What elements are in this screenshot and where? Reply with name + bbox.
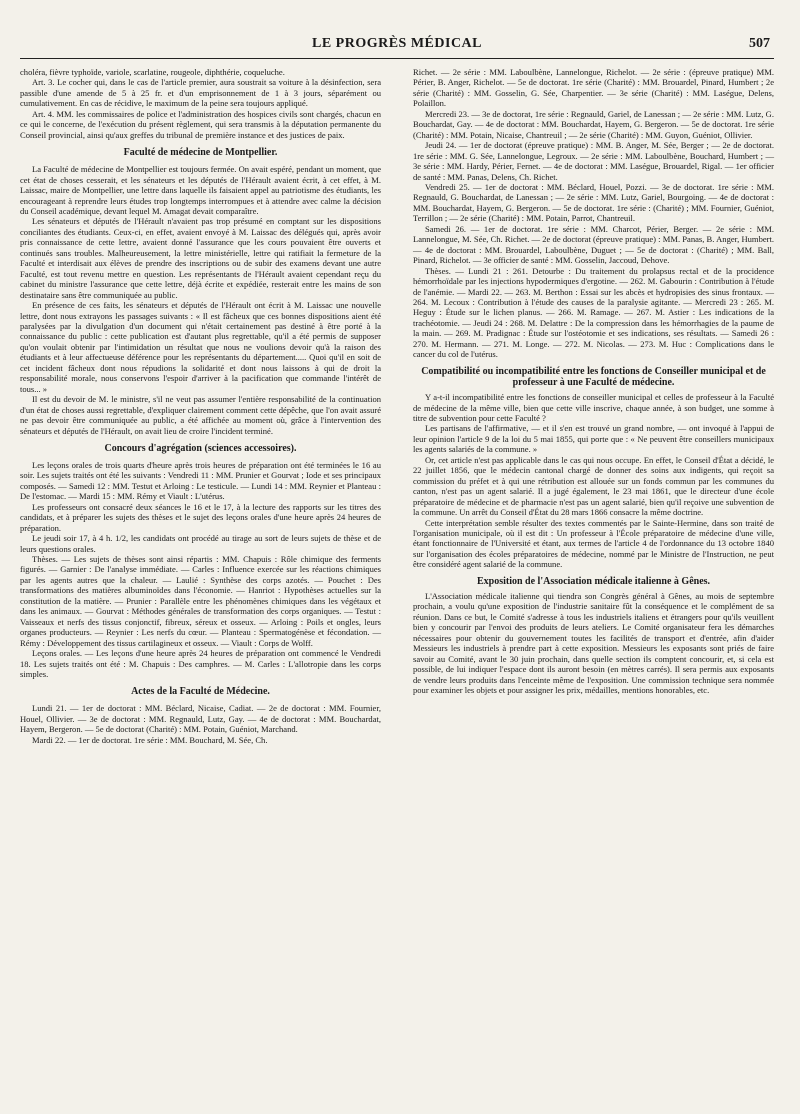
paragraph: Il est du devoir de M. le ministre, s'il ne veut pas assumer l'entière responsabilité de la continuation d'un état de choses aussi regrettable, d'expliquer clairement comment cette dépêche, que l'on avait assuré ne pas devoir être communiquée au public, a été affichée au moment où, grâce à l'intervention des sénateurs et députés de l'Hérault, on avait lieu de croire l'incident terminé. [20,394,381,436]
paragraph: Vendredi 25. — 1er de doctorat : MM. Béclard, Houel, Pozzi. — 3e de doctorat. 1re série : MM. Regnauld, G. Bouchardat, de Lanessan ; — 2e série : MM. Lutz, Gariel, Bourgoing. — 4e de doctorat : MM. Bouchardat, Hayem, G. Bergeron. — 5e de doctorat. 1re série : (Charité) ; MM. Fournier, Guéniot, Terrillon ; — 2e série (Charité) : MM. Potain, Parrot, Chantreuil. [413,181,774,224]
paragraph: Samedi 26. — 1er de doctorat. 1re série : MM. Charcot, Périer, Berger. — 2e série : MM. Lannelongue, M. Sée, Ch. Richet. — 2e de doctorat (épreuve pratique) : MM. Panas, B. Anger, Humbert. — 4e de doctorat : MM. Brouardel, Laboulbène, Duguet ; — 5e de doctorat : (Charité) ; MM. Ball, Pinard, Richelot. — 3e officier de santé : MM. Gosselin, Jaccoud, Dehove. [413,223,774,266]
paragraph: Lundi 21. — 1er de doctorat : MM. Béclard, Nicaise, Cadiat. — 2e de doctorat : MM. Fournier, Houel, Ollivier. — 3e de doctorat : MM. Regnauld, Lutz, Gay. — 4e de doctorat : MM. Bouchardat, Hayem, Bergeron. — 5e de doctorat (Charité) : MM. Potain, Guéniot, Marchand. [20,703,381,735]
paragraph: Art. 4. MM. les commissaires de police et l'administration des hospices civils sont chargés, chacun en ce qui le concerne, de l'exécution du présent règlement, qui sera transmis à la députation permanente du Conseil provincial, ainsi qu'aux greffes du tribunal de première instance et des justices de paix. [20,108,381,140]
paragraph: Leçons orales. — Les leçons d'une heure après 24 heures de préparation ont commencé le Vendredi 18. Les sujets traités ont été : M. Chapuis : Des camphres. — M. Carles : L'allotropie dans les corps simples. [20,648,381,680]
paragraph: En présence de ces faits, les sénateurs et députés de l'Hérault ont écrit à M. Laissac une nouvelle lettre, dont nous extrayons les passages suivants : « Il est fâcheux que ces bonnes dispositions aient été paralysées par la divulgation d'un document qui n'était certainement pas destiné à être porté à la connaissance du public : cette publication est d'autant plus regrettable, qu'il a été permis de supposer qu'on voulait obtenir par l'intimidation un résultat que nous ne voulions devoir qu'à la raison des étudiants et à leur affectueuse déférence pour les représentants du département..... Quoi qu'il en soit de cet incident fâcheux dont nous répudions la solidarité et dont nous laissons à qui de droit la responsabilité morale, nous conservons l'espoir d'arriver à la pacification que commande l'intérêt de tous... » [20,300,381,394]
paragraph: L'Association médicale italienne qui tiendra son Congrès général à Gênes, au mois de septembre prochain, a voulu qu'une exposition de l'industrie sanitaire fût la conséquence et le complément de sa réunion. Dans ce but, le Comité s'adresse à tous les industriels italiens et étrangers pour qu'ils veuillent bien y concourir par l'envoi des produits de leurs ateliers. Le Comité organisateur fera les démarches nécessaires pour obtenir du gouvernement toutes les facilités de transport et d'entrée, afin d'aider Messieurs les industriels à prendre part à cette exposition. Messieurs les exposants sont priés de faire savoir au Comité, avant le 30 juin prochain, dans quelle section ils comptent concourir, et, si cela est possible, de lui indiquer l'espace dont ils auront besoin (en mètres carrés). Il sera permis aux exposants de vendre leurs produits dans l'enceinte même de l'exposition. Une commission technique sera nommée pour examiner les objets et pour assigner les prix, médailles, mentions honorables, etc. [413,591,774,696]
page-header [20,36,774,59]
paragraph: Le jeudi soir 17, à 4 h. 1/2, les candidats ont procédé au tirage au sort de leurs sujets de thèse et de leurs questions orales. [20,533,381,554]
columns [20,67,774,745]
section-heading-agregation: Concours d'agrégation (sciences accessoires). [104,442,297,454]
left-column [20,67,381,745]
page-number: 507 [749,36,770,51]
paragraph: Art. 3. Le cocher qui, dans le cas de l'article premier, aura soustrait sa voiture à la désinfection, sera passible d'une amende de 5 à 25 fr. et d'un emprisonnement de 1 à 3 jours, séparément ou cumulativement. En cas de récidive, le maximum de la peine sera toujours appliqué. [20,77,381,109]
section-heading-compatibilite: Compatibilité ou incompatibilité entre les fonctions de Conseiller municipal et de professeur à une Faculté de médecine. [421,365,766,388]
right-column [413,67,774,745]
paragraph: Jeudi 24. — 1er de doctorat (épreuve pratique) : MM. B. Anger, M. Sée, Berger ; — 2e de doctorat. 1re série : MM. G. Sée, Lannelongue, Legroux. — 2e série : MM. Laboulbène, Bouchard, Humbert ; — 3e série : MM. Hardy, Périer, Fernet. — 4e de doctorat : MM. Laségue, Brouardel, Rigal. — 1er officier de santé : MM. Panas, Delens, Ch. Richet. [413,140,774,182]
journal-title: LE PROGRÈS MÉDICAL [311,36,483,51]
paragraph: Mardi 22. — 1er de doctorat. 1re série : MM. Bouchard, M. Sée, Ch. [32,734,268,745]
paragraph: Richet. — 2e série : MM. Laboulbène, Lannelongue, Richelot. — 2e série : (épreuve pratique) MM. Périer, B. Anger, Richelot. — 5e de doctorat. 1re série (Charité) : MM. Brouardel, Pinard, Humbert ; 2e série (Charité) : MM. Gosselin, G. Sée, Charpentier. — 3e série (Charité) : MM. Laségue, Delens, Polaillon. [413,67,774,109]
section-heading-exposition: Exposition de l'Association médicale italienne à Gênes. [476,575,711,587]
paragraph: choléra, fièvre typhoïde, variole, scarlatine, rougeole, diphthérie, coqueluche. [20,67,285,77]
paragraph: Thèses. — Les sujets de thèses sont ainsi répartis : MM. Chapuis : Rôle chimique des ferments figurés. — Garnier : De l'analyse immédiate. — Carles : Influence exercée sur les réactions chimiques par les agents autres que la chaleur. — Laulié : Synthèse des corps azotés. — Pouchet : Des transformations des matières albuminoïdes dans l'économie. — Hanriot : Hypothèses actuelles sur la constitution de la matière. — Prunier : Parallèle entre les phénomènes chimiques dans les végétaux et dans les animaux. — Gourvat : Méthodes générales de transformation des corps organiques. — Testut : Vaisseaux et nerfs des tissus conjonctif, fibreux, séreux et osseux. — Arloing : Poils et ongles, leurs organes producteurs. — Reynier : Les nerfs du cœur. — Planteau : Spermatogénèse et fécondation. — Rémy : Développement des tissus cartilagineux et osseux. — Viault : Corps de Wolff. [20,554,381,648]
paragraph: Les professeurs ont consacré deux séances le 16 et le 17, à la lecture des rapports sur les titres des candidats, et à préparer les sujets des thèses et le sujet des leçons orales d'une heure après 24 heures de préparation. [20,501,381,533]
section-heading-actes: Actes de la Faculté de Médecine. [131,686,270,698]
paragraph: Mercredi 23. — 3e de doctorat, 1re série : Regnauld, Gariel, de Lanessan ; — 2e série : MM. Lutz, G. Bouchardat, Gay. — 4e de doctorat : MM. Bouchardat, Hayem, G. Bergeron. — 5e de doctorat. 1re série (Charité) : MM. Potain, Nicaise, Chantreuil ; — 2e série (Charité) : MM. Guyon, Guéniot, Ollivier. [413,108,774,140]
paragraph: Les leçons orales de trois quarts d'heure après trois heures de préparation ont été terminées le 16 au soir. Les sujets traités ont été les suivants : Vendredi 11 : MM. Prunier et Gourvat ; Iode et ses principaux composés. — Samedi 12 : MM. Testut et Arloing : Le testicule. — Lundi 14 : MM. Reynier et Planteau : De l'estomac. — Mardi 15 : MM. Rémy et Viault : L'utérus. [20,459,381,502]
section-heading-montpellier: Faculté de médecine de Montpellier. [123,147,278,159]
paragraph: Y a-t-il incompatibilité entre les fonctions de conseiller municipal et celles de professeur à la Faculté de médecine de la même ville, bien que cette ville inscrive, chaque année, à son budget, une somme à titre de subvention pour cette Faculté ? [413,392,774,423]
paragraph: La Faculté de médecine de Montpellier est toujours fermée. On avait espéré, pendant un moment, que cet état de choses cesserait, et les sénateurs et les députés de l'Hérault avaient écrit, à cet effet, à M. Laissac, maire de Montpellier, une lettre dans laquelle ils faisaient appel au patriotisme des étudiants, les encourageant à reprendre leurs études trop longtemps interrompues et à attendre avec calme la décision du Conseil académique, devant lequel M. Amagat devait comparaître. [20,164,381,216]
paragraph: Les partisans de l'affirmative, — et il s'en est trouvé un grand nombre, — ont invoqué à l'appui de leur opinion l'article 9 de la loi du 5 mai 1855, qui porte que : « Ne peuvent être conseillers municipaux les agents salariés de la commune. » [413,423,774,455]
paragraph: Cette interprétation semble résulter des textes commentés par le Sainte-Hermine, dans son traité de l'organisation municipale, où il est dit : Un professeur à l'École préparatoire de médecine d'une ville, étant fonctionnaire de l'Université et étant, aux termes de l'article 4 de l'ordonnance du 13 octobre 1840 sur l'organisation des écoles préparatoires de médecine, nommé par le Ministre de l'Instruction, ne peut être considéré agent salarié de la commune. [413,517,774,570]
paragraph: Les sénateurs et députés de l'Hérault n'avaient pas trop présumé en comptant sur les dispositions conciliantes des étudiants. Ceux-ci, en effet, avaient envoyé à M. Laissac des délégués qui, après avoir pris connaissance de cette lettre, avaient donné l'assurance que les cours pouvaient être ouverts et continués sans troubles. Malheureusement, la lettre ministérielle, lettre qui ratifiait la fermeture de la Faculté et interdisait aux élèves de prendre des inscriptions ou de subir des examens devant une autre Faculté, est tout revenu mettre en question. Les représentants de l'Hérault avaient cependant reçu du cabinet du ministre l'assurance que cette lettre, déjà écrite et expédiée, resterait entre les mains de son destinataire sans être communiquée au public. [20,216,381,300]
paragraph: Thèses. — Lundi 21 : 261. Detourbe : Du traitement du prolapsus rectal et de la procidence hémorrhoïdale par les injections hypodermiques d'ergotine. — 262. M. Gabourin : Contribution à l'étude de l'anémie. — Mardi 22. — 263. M. Berthon : Essai sur les abcès et hydropisies des sinus frontaux. — 264. M. Lecoux : Contribution à l'étude des causes de la paralysie agitante. — Mercredi 23 : 265. M. Heguy : Étude sur le lichen planus. — 266. M. Ramage. — 267. M. Astier : Les indications de la trachéotomie. — Jeudi 24 : 268. M. Delattre : De la compression dans les hémorrhagies de la paume de la main. — 269. M. Pradignac : Étude sur l'ostéotomie et ses indications, ses résultats. — Samedi 26 : 270. M. Hermann. — 271. M. Longe. — 272. M. Nicolas. — 273. M. Huc : Complications dans le cancer du col de l'utérus. [413,265,774,360]
paragraph: Or, cet article n'est pas applicable dans le cas qui nous occupe. En effet, le Conseil d'État a décidé, le 22 juillet 1856, que le médecin cantonal chargé de donner des soins aux indigents, qui reçoit sa commission du préfet et à qui une rétribution est allouée sur un fonds commun par les communes du canton, n'est pas un agent salarié. Il a jugé également, le 23 mai 1861, que le directeur d'une école préparatoire de médecine et de pharmacie n'est pas un agent salarié, bien qu'il reçoive une subvention de la commune. Un arrêt du Conseil d'État du 28 mars 1866 consacre la même doctrine. [413,454,774,518]
